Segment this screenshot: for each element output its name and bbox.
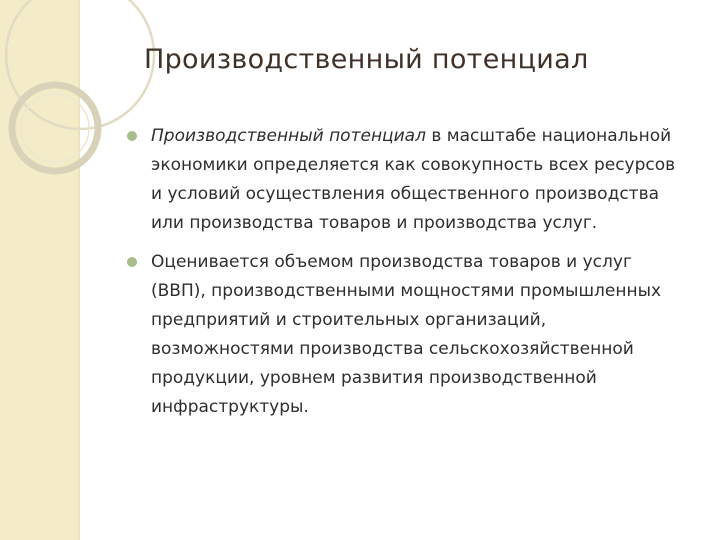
slide-title: Производственный потенциал (144, 44, 589, 75)
bullet-item (124, 122, 684, 238)
bullet-text: в масштабе национальной экономики определяется как совокупность всех ресурсов и условий осуществления общественного производства или производства товаров и производства услуг. (151, 126, 676, 233)
bullet-item (124, 248, 684, 422)
bullet-emphasis: Производственный потенциал (151, 126, 426, 146)
bullet-dot-icon (127, 257, 137, 267)
bullet-list (124, 122, 684, 432)
bullet-text: Оценивается объемом производства товаров и услуг (ВВП), производственными мощностями промышленных предприятий и строительных организаций, возможностями производства сельскохозяйственной продукции, уровнем развития производственной инфраструктуры. (151, 252, 662, 417)
ring-large (6, 0, 154, 129)
bullet-dot-icon (127, 131, 137, 141)
